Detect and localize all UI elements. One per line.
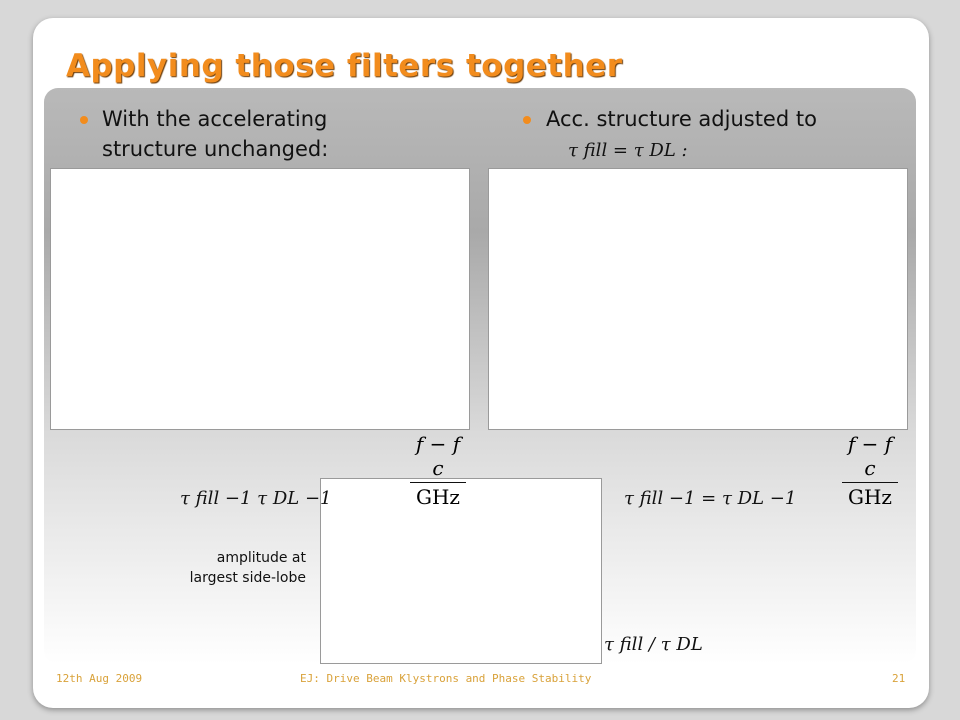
slide-title: Applying those filters together (66, 48, 623, 84)
freq-axis-right-num: f − f c (842, 432, 898, 483)
bullet-left-line1: With the accelerating (102, 107, 328, 131)
bullet-dot (523, 116, 531, 124)
bullet-right: Acc. structure adjusted to (546, 107, 817, 131)
ratio-formula: τ fill / τ DL (604, 634, 703, 655)
amplitude-note-line2: largest side-lobe (189, 570, 306, 586)
spectrum-plot-left (50, 168, 470, 430)
freq-axis-left-num: f − f c (410, 432, 466, 483)
bullet-left (102, 104, 422, 164)
spectrum-plot-right (488, 168, 908, 430)
bullet-dot (80, 116, 88, 124)
freq-axis-right-den: GHz (848, 485, 892, 509)
amplitude-note-line1: amplitude at (216, 550, 306, 566)
footer-page: 21 (892, 672, 906, 685)
freq-axis-left-den: GHz (416, 485, 460, 509)
footer-title: EJ: Drive Beam Klystrons and Phase Stability (300, 672, 592, 685)
freq-axis-right (842, 432, 898, 509)
right-tick-formula: τ fill −1 = τ DL −1 (624, 488, 797, 509)
freq-axis-left (410, 432, 466, 509)
bullet-left-line2: structure unchanged: (102, 137, 329, 161)
bullet-right-math: τ fill = τ DL : (568, 140, 688, 161)
amplitude-note (150, 548, 306, 588)
left-tick-formula: τ fill −1 τ DL −1 (180, 488, 332, 509)
footer-date: 12th Aug 2009 (56, 672, 143, 685)
